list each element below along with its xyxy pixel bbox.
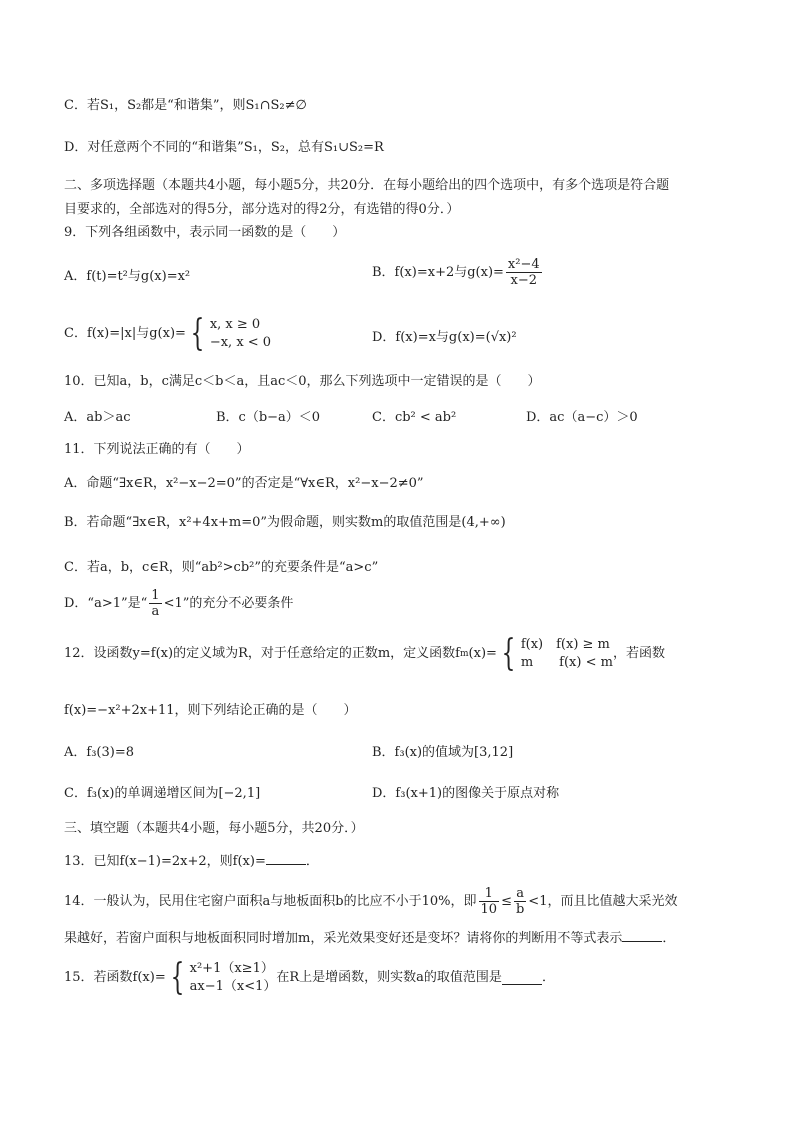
q13 (64, 852, 319, 871)
q10-option-d: D．ac（a−c）＞0 (526, 410, 638, 425)
q11-option-d-fraction (149, 588, 161, 619)
q12-case2: m f(x) < m (520, 655, 613, 670)
q12-option-b: B．f₃(x)的值域为[3,12] (372, 745, 514, 760)
q9-option-d: D．f(x)=x与g(x)=(√x)² (372, 330, 517, 345)
q8-option-c: C．若S₁，S₂都是“和谐集”，则S₁∩S₂≠∅ (64, 98, 307, 113)
q13-answer-blank[interactable] (266, 852, 306, 865)
q12-option-a: A．f₃(3)=8 (64, 745, 134, 760)
section2-instructions-line2: 目要求的，全部选对的得5分，部分选对的得2分，有选错的得0分．） (64, 202, 460, 217)
q15-left: 15．若函数f(x)= (64, 970, 166, 985)
q14-line2 (64, 929, 675, 948)
q12-option-d: D．f₃(x+1)的图像关于原点对称 (372, 786, 560, 801)
q15-case2: ax−1（x<1） (189, 979, 277, 994)
q12-stem-right: ，若函数 (612, 646, 665, 661)
q14-line1 (64, 886, 677, 917)
q13-left: 13．已知f(x−1)=2x+2，则f(x)= (64, 854, 266, 869)
q14-fraction-1-numerator: 1 (479, 886, 500, 902)
q11-option-c: C．若a，b，c∈R，则“ab²>cb²”的充要条件是“a>c” (64, 560, 379, 575)
q9-option-c-case2: −x, x < 0 (209, 335, 272, 350)
brace-symbol: { (190, 313, 205, 354)
q12-option-c: C．f₃(x)的单调递增区间为[−2,1] (64, 786, 261, 801)
q8-option-d: D．对任意两个不同的“和谐集”S₁，S₂，总有S₁∪S₂=R (64, 140, 384, 155)
q10-option-c: C．cb² < ab² (372, 410, 457, 425)
q14-right: <1，而且比值越大采光效 (528, 893, 678, 909)
q14-left: 14．一般认为，民用住宅窗户面积a与地板面积b的比应不小于10%，即 (64, 893, 477, 909)
q14-le-sign: ≤ (501, 893, 512, 909)
q11-option-b: B．若命题“∃x∈R，x²+4x+m=0”为假命题，则实数m的取值范围是(4,+∞) (64, 515, 506, 530)
q10-stem: 10．已知a，b，c满足c＜b＜a，且ac＜0，那么下列选项中一定错误的是（ ） (64, 374, 541, 389)
q11-option-d-left: D．“a>1”是“ (64, 595, 148, 611)
q14-answer-blank[interactable] (622, 929, 662, 942)
q9-option-c (64, 313, 272, 354)
q9-option-c-left: C．f(x)=|x|与g(x)= (64, 326, 186, 341)
q15-case1: x²+1（x≥1） (189, 961, 274, 976)
q9-option-a: A．f(t)=t²与g(x)=x² (64, 269, 191, 284)
q12-stem-line2: f(x)=−x²+2x+11，则下列结论正确的是（ ） (64, 703, 357, 718)
q12-stem-mid: (x)= (468, 646, 497, 661)
q12-stem-left: 12．设函数y=f(x)的定义域为R，对于任意给定的正数m，定义函数f (64, 646, 460, 661)
q9-option-b-denominator: x−2 (510, 273, 538, 288)
q9-option-b-left: B．f(x)=x+2与g(x)= (372, 264, 504, 280)
q10-option-b: B．c（b−a）＜0 (216, 410, 321, 425)
brace-symbol: { (501, 633, 516, 674)
q15-end: ． (541, 970, 555, 985)
q10-option-a: A．ab＞ac (64, 410, 131, 425)
q15-cases (190, 960, 277, 996)
q11-option-d-right: <1”的充分不必要条件 (163, 595, 294, 611)
q11-option-d-numerator: 1 (151, 588, 160, 603)
q12-stem (64, 633, 665, 674)
q9-option-c-case1: x, x ≥ 0 (209, 317, 261, 332)
q9-option-c-cases (210, 316, 271, 352)
q14-fraction-1 (479, 886, 500, 917)
q9-option-b-numerator: x²−4 (507, 257, 540, 272)
q11-option-d (64, 588, 293, 619)
q15-answer-blank[interactable] (502, 972, 542, 985)
q9-option-b (372, 257, 544, 288)
section3-title: 三、填空题（本题共4小题，每小题5分，共20分．） (64, 821, 364, 836)
q12-case1: f(x) f(x) ≥ m (520, 637, 610, 652)
q11-option-d-denominator: a (151, 604, 160, 619)
q11-stem: 11．下列说法正确的有（ ） (64, 442, 250, 457)
q9-option-b-fraction (506, 257, 542, 288)
q11-option-a: A．命题“∃x∈R，x²−x−2=0”的否定是“∀x∈R，x²−x−2≠0” (64, 476, 424, 491)
q9-stem: 9．下列各组函数中，表示同一函数的是（ ） (64, 225, 346, 240)
q14-fraction-1-denominator: 10 (480, 902, 498, 917)
q12-cases (521, 636, 613, 672)
q14-fraction-2-denominator: b (515, 902, 525, 917)
q14-fraction-2 (514, 886, 526, 917)
q15-right: 在R上是增函数，则实数a的取值范围是 (276, 970, 502, 985)
q15 (64, 957, 555, 998)
q14-line2-text: 果越好，若窗户面积与地板面积同时增加m，采光效果变好还是变坏？请将你的判断用不等式表示 (64, 931, 623, 946)
section2-instructions-line1: 二、多项选择题（本题共4小题，每小题5分，共20分．在每小题给出的四个选项中，有多个选项是符合题 (64, 178, 670, 193)
q14-line2-end: ． (662, 931, 676, 946)
q14-fraction-2-numerator: a (514, 886, 526, 902)
brace-symbol: { (170, 957, 185, 998)
q13-right: ． (305, 854, 319, 869)
q12-stem-subscript: m (460, 649, 469, 659)
